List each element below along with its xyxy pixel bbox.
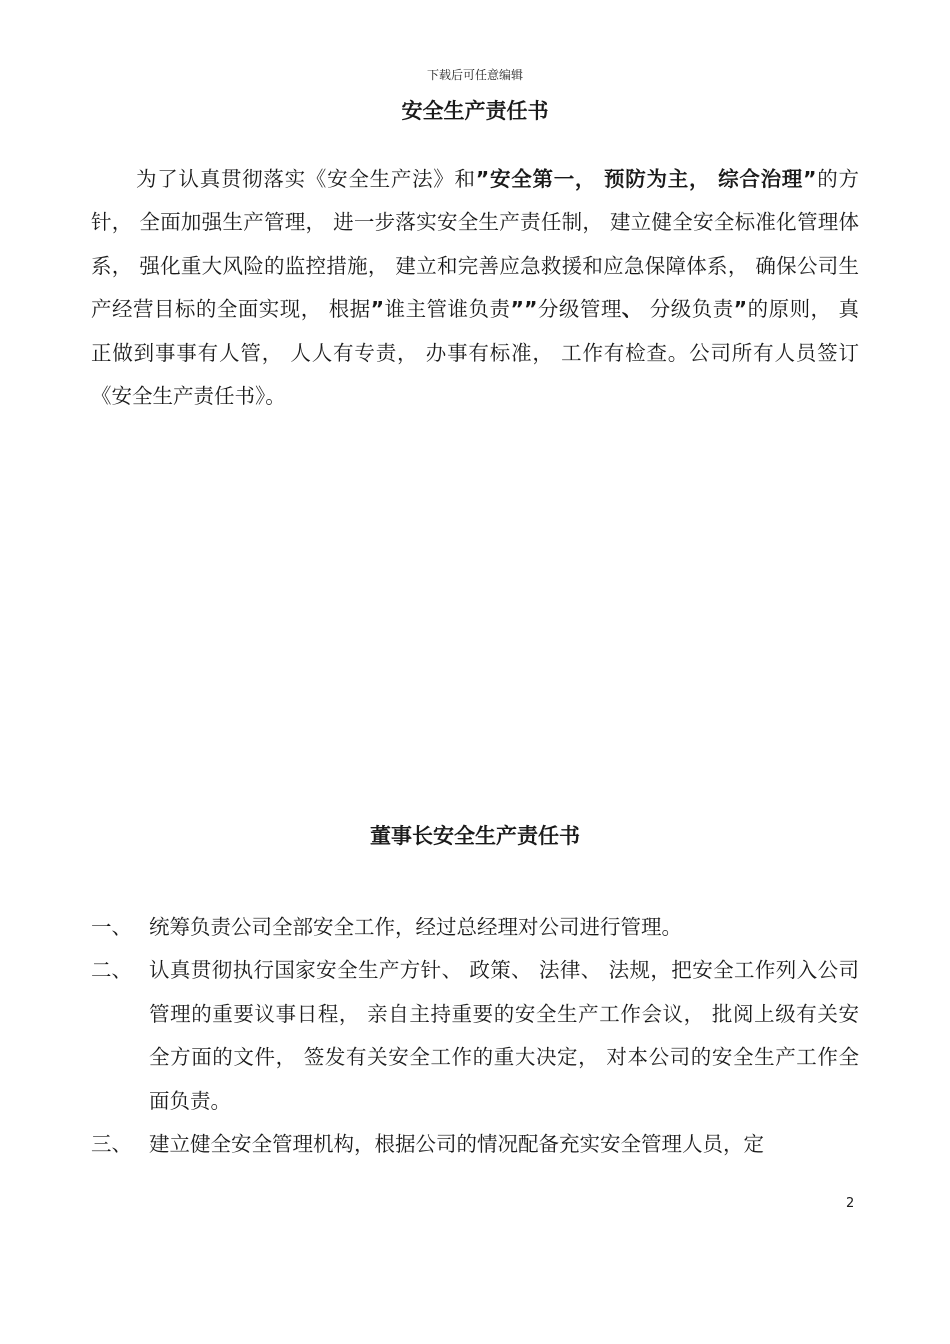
clause-number: 三、 (91, 1132, 132, 1157)
intro-text: 为了认真贯彻落实《安全生产法》和 (136, 167, 476, 191)
page-number: 2 (846, 1196, 855, 1211)
intro-paragraph (91, 158, 859, 418)
clause-text: 统筹负责公司全部安全工作，经过总经理对公司进行管理。 (149, 915, 682, 939)
intro-bold-quote: ” (370, 297, 385, 322)
clause-item (91, 949, 859, 1123)
intro-text: 分级管理 (537, 297, 622, 322)
intro-bold-slogan: ”安全第一， 预防为主， 综合治理” (475, 167, 817, 191)
intro-bold-comma: 、 (621, 297, 643, 322)
intro-bold-quote: ”” (510, 297, 538, 322)
clause-text: 认真贯彻执行国家安全生产方针、 政策、 法律、 法规，把安全工作列入公司管理的重要议事日程， 亲自主持重要的安全生产工作会议， 批阅上级有关安全方面的文件， 签发有关安全工作的重大决定， 对本公司的安全生产工作全面负责。 (149, 958, 859, 1113)
intro-text: 谁主管谁负责 (384, 297, 511, 322)
intro-text: 的原则， 真正做到事事有人管， 人人有专责， 办事有标准， 工作有检查。公司所有人员签订《安全生产责任书》。 (91, 297, 860, 409)
clause-number: 一、 (91, 915, 132, 939)
clause-text: 建立健全安全管理机构，根据公司的情况配备充实安全管理人员，定 (149, 1132, 764, 1157)
clause-item (91, 906, 859, 949)
clause-number: 二、 (91, 958, 132, 983)
section-title: 董事长安全生产责任书 (370, 824, 580, 848)
intro-text: 的方针， 全面加强生产管理， 进一步落实安全生产责任制， 建立健全安全标准化管理体系， 强化重大风险的监控措施， 建立和完善应急救援和应急保障体系， 确保公司生产经营目标的全面实现， 根据 (91, 167, 860, 322)
intro-bold-quote: ” (733, 297, 748, 322)
clause-list (91, 906, 859, 1166)
header-note: 下载后可任意编辑 (426, 68, 523, 82)
clause-item (91, 1123, 859, 1166)
intro-text: 分级负责 (642, 297, 734, 322)
document-title: 安全生产责任书 (401, 99, 549, 123)
